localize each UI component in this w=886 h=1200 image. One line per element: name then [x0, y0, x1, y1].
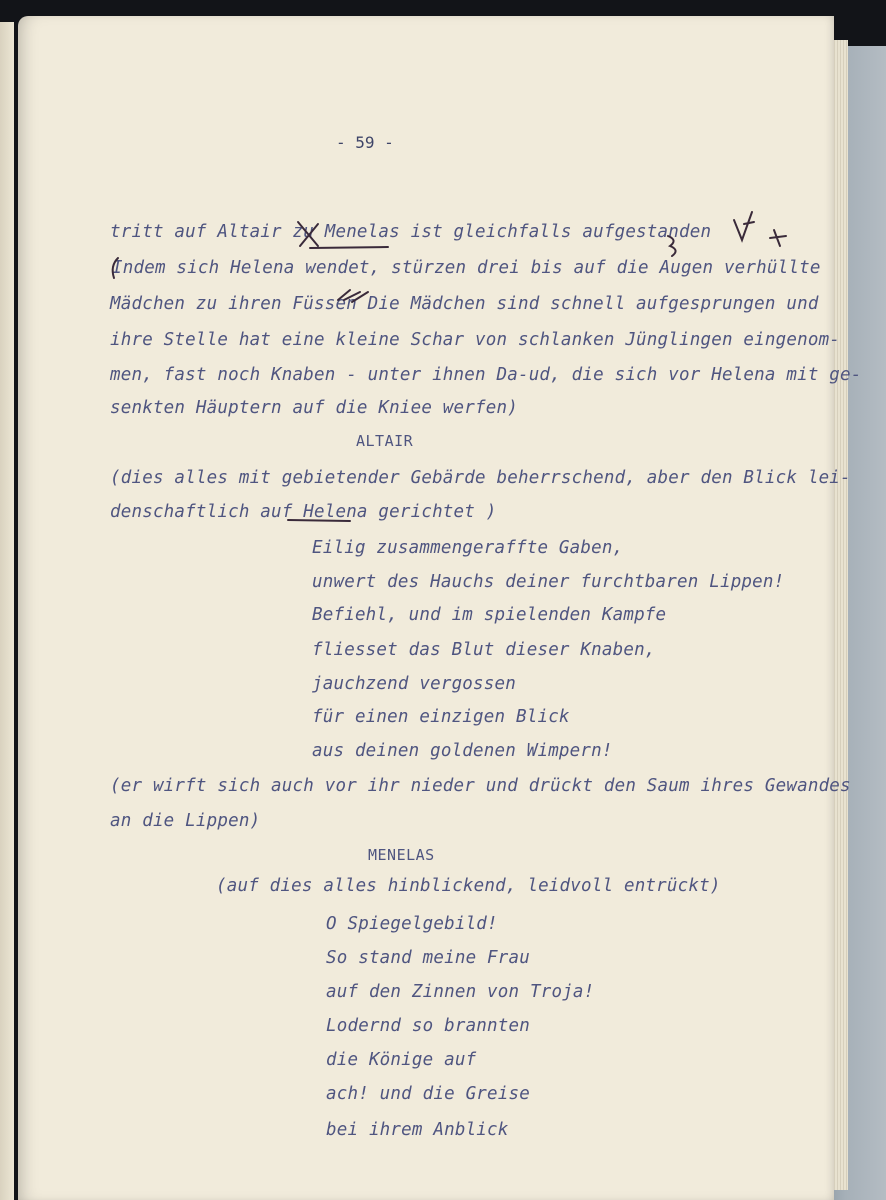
underline-menelas [310, 247, 388, 248]
verse-line-12: die Könige auf [326, 1050, 477, 1070]
verse-line-6: für einen einzigen Blick [312, 707, 570, 727]
speaker-menelas: MENELAS [368, 846, 435, 864]
verse-line-14: bei ihrem Anblick [326, 1120, 509, 1140]
text-line-8: denschaftlich auf Helena gerichtet ) [110, 502, 497, 522]
text-line-10: an die Lippen) [110, 811, 261, 831]
page-number: - 59 - [336, 133, 394, 152]
text-line-7: (dies alles mit gebietender Gebärde beherrschend, aber den Blick lei- [110, 468, 851, 488]
text-line-9: (er wirft sich auch vor ihr nieder und drückt den Saum ihres Gewandes [110, 776, 851, 796]
verse-line-13: ach! und die Greise [326, 1084, 530, 1104]
verse-line-4: fliesset das Blut dieser Knaben, [312, 640, 656, 660]
text-line-6: senkten Häuptern auf die Kniee werfen) [110, 398, 518, 418]
verse-line-7: aus deinen goldenen Wimpern! [312, 741, 613, 761]
margin-note-mark [770, 230, 786, 246]
speaker-altair: ALTAIR [356, 432, 414, 450]
underline-helena [288, 520, 350, 521]
text-line-5: men, fast noch Knaben - unter ihnen Da-ud, die sich vor Helena mit ge- [110, 365, 862, 385]
margin-check-mark [734, 212, 754, 240]
text-line-4: ihre Stelle hat eine kleine Schar von schlanken Jünglingen eingenom- [110, 330, 841, 350]
verse-line-9: So stand meine Frau [326, 948, 530, 968]
verse-line-8: O Spiegelgebild! [326, 914, 498, 934]
verse-line-2: unwert des Hauchs deiner furchtbaren Lippen! [312, 572, 785, 592]
verse-line-11: Lodernd so brannten [326, 1016, 530, 1036]
text-line-2: Indem sich Helena wendet, stürzen drei bis auf die Augen verhüllte [112, 258, 821, 278]
text-line-11: (auf dies alles hinblickend, leidvoll entrückt) [216, 876, 721, 896]
text-line-3: Mädchen zu ihren Füssen Die Mädchen sind schnell aufgesprungen und [110, 294, 819, 314]
text-line-1: tritt auf Altair zu Menelas ist gleichfalls aufgestanden [110, 222, 712, 242]
correction-mark-2 [668, 236, 676, 256]
verse-line-5: jauchzend vergossen [312, 674, 516, 694]
paren-correction [113, 258, 118, 278]
verse-line-1: Eilig zusammengeraffte Gaben, [312, 538, 624, 558]
correction-mark-3 [338, 290, 368, 302]
verse-line-3: Befiehl, und im spielenden Kampfe [312, 605, 667, 625]
verse-line-10: auf den Zinnen von Troja! [326, 982, 595, 1002]
correction-mark-1 [298, 222, 318, 246]
